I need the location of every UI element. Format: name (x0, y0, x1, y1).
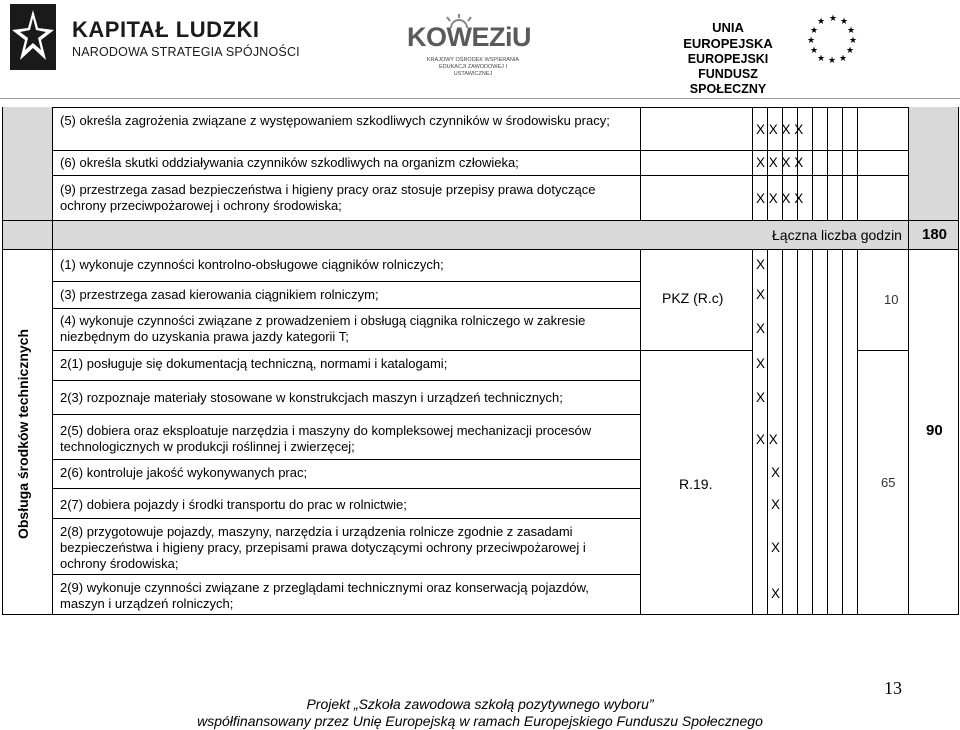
section-row-8-marks: X (771, 497, 781, 512)
ue-line-2: EUROPEJSKI (687, 52, 769, 66)
hours-pkz: 10 (884, 292, 899, 307)
row-sep-s6 (52, 459, 640, 460)
row-sep-total (2, 249, 958, 250)
row-sep-s2 (52, 308, 640, 309)
eu-stars-icon (805, 12, 857, 64)
section-row-2-marks: X (756, 287, 766, 302)
table-col-code-top (752, 107, 753, 220)
grid-col-c (797, 249, 798, 615)
svg-text:★: ★ (807, 36, 816, 46)
svg-text:★: ★ (839, 54, 848, 64)
top-row-2-text: (6) określa skutki oddziaływania czynników szkodliwych na organizm człowieka; (60, 155, 519, 170)
svg-text:★: ★ (828, 56, 837, 64)
grid-col-g (857, 249, 858, 615)
section-row-2-text: (3) przestrzega zasad kierowania ciągnikiem rolniczym; (60, 287, 379, 302)
section-label (8, 316, 38, 552)
grid-col-e (827, 249, 828, 615)
table-border-left (2, 107, 3, 615)
code-r19: R.19. (679, 476, 713, 492)
section-row-5-marks: X (756, 390, 766, 405)
row-sep-s8 (52, 518, 640, 519)
grid-col-d (812, 249, 813, 615)
section-row-9-text: 2(8) przygotowuje pojazdy, maszyny, narzędzia i urządzenia rolnicze zgodnie z zasadami bezpieczeństwa i higieny pracy, przepisami prawa dotyczącymi ochrony przeciwpożarowej i ochrony środowiska; (60, 524, 586, 571)
svg-text:★: ★ (829, 14, 838, 24)
section-row-3-marks: X (756, 321, 766, 336)
kapital-ludzki-logo (72, 18, 300, 59)
top-row-3-text: (9) przestrzega zasad bezpieczeństwa i higieny pracy oraz stosuje przepisy prawa dotyczące ochrony przeciwpożarowej i ochrony środowiska; (60, 182, 596, 213)
code-sep (640, 350, 752, 351)
grid-col-f-top (842, 107, 843, 220)
section-row-6-text: 2(5) dobiera oraz eksploatuje narzędzia i maszyny do kompleksowej mechanizacji procesów technologicznych w produkcji roślinnej i zwierzęcej; (60, 423, 592, 454)
kowezu-subtitle-line-1: KRAJOWY OŚRODEK WSPIERANIA (426, 57, 520, 63)
kowezu-logo (405, 14, 531, 77)
hours-sep (857, 350, 908, 351)
section-row-10-text: 2(9) wykonuje czynności związane z przeglądami technicznymi oraz konserwacją pojazdów, maszyn i urządzeń rolniczych; (60, 580, 589, 611)
footer-funding: współfinansowany przez Unię Europejską w ramach Europejskiego Funduszu Społecznego (197, 713, 763, 729)
section-row-10-marks: X (771, 586, 781, 601)
svg-text:★: ★ (817, 17, 826, 27)
top-row-1-text: (5) określa zagrożenia związane z występowaniem szkodliwych czynników w środowisku pracy; (60, 113, 610, 128)
top-row-1-marks: X X X X (756, 122, 804, 137)
top-left-gray (2, 107, 52, 220)
svg-text:★: ★ (849, 36, 857, 46)
grid-col-g-top (857, 107, 858, 220)
page-number: 13 (884, 678, 902, 698)
section-row-8-text: 2(7) dobiera pojazdy i środki transportu do prac w rolnictwie; (60, 497, 407, 512)
grid-col-e-top (827, 107, 828, 220)
grid-col-b (782, 249, 783, 615)
kapital-ludzki-subtitle: NARODOWA STRATEGIA SPÓJNOŚCI (72, 45, 300, 59)
table-col-hours (908, 107, 909, 615)
ue-line-1: UNIA EUROPEJSKA (683, 20, 773, 51)
section-row-7-text: 2(6) kontroluje jakość wykonywanych prac; (60, 465, 308, 480)
section-row-3-text: (4) wykonuje czynności związane z prowadzeniem i obsługą ciągnika rolniczego w zakresie niezbędnym do uzyskania prawa jazdy kategorii T; (60, 313, 586, 344)
hours-section-total: 90 (926, 422, 943, 439)
row-sep-s4 (52, 380, 640, 381)
total-hours-value: 180 (922, 226, 948, 243)
svg-text:★: ★ (840, 17, 849, 27)
table-top (52, 107, 908, 108)
page-header (0, 0, 960, 95)
row-sep-s3 (52, 350, 640, 351)
footer-project: Projekt „Szkoła zawodowa szkołą pozytywnego wyboru” (306, 696, 654, 712)
row-sep-s9 (52, 574, 640, 575)
svg-text:★: ★ (810, 46, 819, 56)
table-bottom (2, 614, 958, 615)
table-col-1 (52, 107, 53, 615)
kapital-ludzki-star-icon (10, 4, 56, 70)
top-row-2-marks: X X X X (756, 155, 804, 170)
svg-text:★: ★ (810, 26, 819, 36)
ue-line-3: FUNDUSZ SPOŁECZNY (689, 67, 767, 96)
row-sep-s1 (52, 281, 640, 282)
section-row-4-marks: X (756, 356, 766, 371)
kowezu-subtitle (423, 57, 523, 78)
row-sep-1 (52, 150, 908, 151)
section-row-9-marks: X (771, 540, 781, 555)
top-hours-gray (908, 107, 958, 220)
section-row-4-text: 2(1) posługuje się dokumentacją techniczną, normami i katalogami; (60, 356, 448, 371)
section-row-6-marks: X X (756, 432, 778, 447)
row-sep-2 (52, 175, 908, 176)
hours-r19: 65 (881, 475, 896, 490)
section-row-7-marks: X (771, 465, 781, 480)
code-pkz: PKZ (R.c) (662, 290, 724, 306)
svg-text:★: ★ (846, 46, 855, 56)
kapital-ludzki-title: KAPITAŁ LUDZKI (72, 17, 260, 42)
total-hours-label: Łączna liczba godzin (772, 227, 902, 243)
header-divider (0, 98, 960, 99)
section-row-5-text: 2(3) rozpoznaje materiały stosowane w konstrukcjach maszyn i urządzeń technicznych; (60, 390, 563, 405)
table-col-code (752, 249, 753, 615)
table-col-desc-top (640, 107, 641, 220)
top-row-3-marks: X X X X (756, 191, 804, 206)
row-sep-s5 (52, 414, 640, 415)
kowezu-subtitle-line-2: EDUKACJI ZAWODOWEJ I USTAWICZNEJ (439, 64, 507, 77)
section-row-1-text: (1) wykonuje czynności kontrolno-obsługowe ciągników rolniczych; (60, 257, 444, 272)
svg-text:★: ★ (847, 26, 856, 36)
section-label-text: Obsługa środków technicznych (15, 328, 32, 540)
table-col-desc (640, 249, 641, 615)
kowezu-title: KOWEZiU (407, 22, 531, 52)
grid-col-f (842, 249, 843, 615)
ue-logo-text (668, 20, 788, 97)
row-sep-3 (2, 220, 958, 221)
section-row-1-marks: X (756, 257, 766, 272)
svg-text:★: ★ (817, 54, 826, 64)
grid-col-d-top (812, 107, 813, 220)
row-sep-s7 (52, 488, 640, 489)
table-border-right (958, 107, 959, 615)
